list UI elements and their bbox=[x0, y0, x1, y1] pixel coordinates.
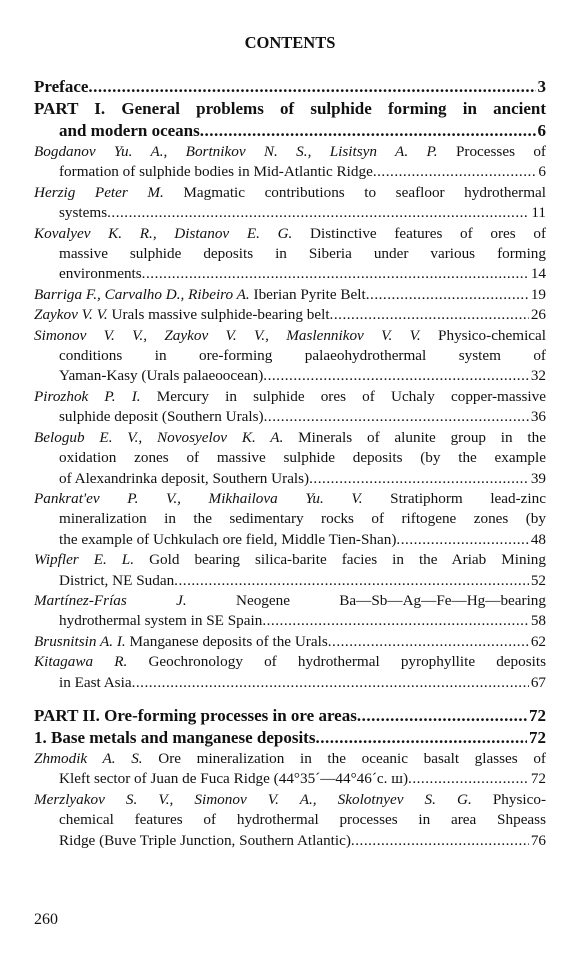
toc-line bbox=[34, 769, 546, 789]
toc-author: Barriga F., Carvalho D., Ribeiro A. bbox=[34, 285, 250, 303]
toc-author: Merzlyakov S. V., Simonov V. A., Skolotnyev S. G. bbox=[34, 790, 472, 808]
toc-title: environments bbox=[59, 265, 142, 283]
dot-leader bbox=[351, 831, 529, 851]
toc-line bbox=[34, 530, 546, 550]
toc-line bbox=[34, 264, 546, 284]
dot-leader bbox=[142, 264, 529, 284]
toc-entry[interactable] bbox=[34, 749, 546, 790]
toc-line bbox=[34, 611, 546, 631]
toc-title: PART I. General problems of sulphide forming in ancient bbox=[34, 99, 546, 118]
toc-line bbox=[34, 366, 546, 386]
toc-line bbox=[34, 652, 546, 672]
toc-line bbox=[34, 571, 546, 591]
toc-title: massive sulphide deposits in Siberia under various forming bbox=[59, 245, 546, 263]
toc-line bbox=[34, 326, 546, 346]
toc-line bbox=[34, 183, 546, 203]
toc-page-number: 52 bbox=[530, 571, 546, 589]
toc-author: Wipfler E. L. bbox=[34, 551, 135, 569]
toc-title: Stratiphorm lead-zinc bbox=[362, 489, 546, 507]
toc-entry[interactable] bbox=[34, 224, 546, 285]
toc-title: mineralization in the sedimentary rocks of riftogene zones (by bbox=[59, 510, 546, 528]
toc-page-number: 3 bbox=[537, 77, 546, 96]
toc-page-number: 36 bbox=[530, 408, 546, 426]
toc-line bbox=[34, 203, 546, 223]
toc-page-number: 11 bbox=[531, 204, 546, 222]
toc-title: conditions in ore-forming palaeohydrothermal system of bbox=[59, 347, 546, 365]
toc-entry[interactable] bbox=[34, 428, 546, 489]
toc-entry[interactable] bbox=[34, 285, 546, 305]
toc-entry[interactable] bbox=[34, 326, 546, 387]
toc-line bbox=[34, 428, 546, 448]
toc-title: Magmatic contributions to seafloor hydrothermal bbox=[163, 183, 546, 201]
table-of-contents bbox=[34, 76, 546, 851]
toc-entry[interactable] bbox=[34, 591, 546, 632]
toc-page-number: 72 bbox=[529, 705, 546, 725]
dot-leader bbox=[263, 366, 529, 386]
toc-line bbox=[34, 790, 546, 810]
toc-title: the example of Uchkulach ore field, Middle Tien-Shan) bbox=[59, 530, 397, 548]
toc-title: Mercury in sulphide ores of Uchaly copper-massive bbox=[140, 387, 546, 405]
toc-page-number: 62 bbox=[530, 632, 546, 650]
toc-title: District, NE Sudan bbox=[59, 571, 175, 589]
toc-line bbox=[34, 142, 546, 162]
toc-entry[interactable] bbox=[34, 387, 546, 428]
toc-title: Kleft sector of Juan de Fuca Ridge (44°35´—44°46´c. ш) bbox=[59, 770, 409, 788]
toc-title: hydrothermal system in SE Spain bbox=[59, 612, 263, 630]
toc-title: Neogene Ba—Sb—Ag—Fe—Hg—bearing bbox=[186, 591, 546, 609]
toc-title: systems bbox=[59, 204, 108, 222]
toc-line bbox=[34, 76, 546, 98]
page-number: 260 bbox=[34, 911, 58, 928]
section-gap bbox=[34, 693, 546, 705]
toc-line bbox=[34, 727, 546, 749]
toc-line bbox=[34, 407, 546, 427]
toc-entry[interactable] bbox=[34, 183, 546, 224]
toc-title: Minerals of alunite group in the bbox=[283, 428, 546, 446]
toc-title: Ore mineralization in the oceanic basalt glasses of bbox=[142, 749, 546, 767]
toc-line bbox=[34, 98, 546, 120]
toc-line bbox=[34, 810, 546, 830]
toc-title: chemical features of hydrothermal processes in area Shpeass bbox=[59, 811, 546, 829]
toc-part-heading[interactable] bbox=[34, 76, 546, 98]
toc-entry[interactable] bbox=[34, 550, 546, 591]
dot-leader bbox=[262, 611, 528, 631]
dot-leader bbox=[174, 571, 529, 591]
toc-author: Zaykov V. V. bbox=[34, 306, 108, 324]
toc-title: Iberian Pyrite Belt bbox=[249, 285, 366, 303]
dot-leader bbox=[264, 407, 529, 427]
toc-page-number: 14 bbox=[530, 265, 546, 283]
toc-page-number: 76 bbox=[530, 831, 546, 849]
toc-line bbox=[34, 224, 546, 244]
toc-part-heading[interactable] bbox=[34, 98, 546, 142]
toc-page-number: 39 bbox=[530, 469, 546, 487]
dot-leader bbox=[309, 469, 529, 489]
toc-part-heading[interactable] bbox=[34, 727, 546, 749]
toc-author: Simonov V. V., Zaykov V. V., Maslennikov V. V. bbox=[34, 326, 421, 344]
toc-title: sulphide deposit (Southern Urals) bbox=[59, 408, 264, 426]
toc-line bbox=[34, 346, 546, 366]
toc-page-number: 48 bbox=[530, 530, 546, 548]
toc-page-number: 26 bbox=[530, 306, 546, 324]
toc-title: of Alexandrinka deposit, Southern Urals) bbox=[59, 469, 310, 487]
dot-leader bbox=[315, 727, 527, 749]
page-title: CONTENTS bbox=[244, 33, 336, 52]
toc-line bbox=[34, 591, 546, 611]
toc-author: Pirozhok P. I. bbox=[34, 387, 141, 405]
toc-entry[interactable] bbox=[34, 652, 546, 693]
toc-line bbox=[34, 673, 546, 693]
toc-page-number: 6 bbox=[538, 163, 546, 181]
toc-title: Yaman-Kasy (Urals palaeoocean) bbox=[59, 367, 264, 385]
toc-author: Kovalyev K. R., Distanov E. G. bbox=[34, 224, 293, 242]
toc-line bbox=[34, 244, 546, 264]
toc-author: Kitagawa R. bbox=[34, 653, 128, 671]
toc-title: Physico- bbox=[471, 790, 547, 808]
toc-author: Bogdanov Yu. A., Bortnikov N. S., Lisitsyn A. P. bbox=[34, 143, 438, 160]
dot-leader bbox=[408, 769, 529, 789]
toc-page-number: 19 bbox=[530, 285, 546, 303]
dot-leader bbox=[357, 705, 527, 727]
dot-leader bbox=[366, 285, 529, 305]
dot-leader bbox=[330, 305, 529, 325]
toc-title: Urals massive sulphide-bearing belt bbox=[107, 306, 330, 324]
toc-line bbox=[34, 749, 546, 769]
dot-leader bbox=[328, 632, 529, 652]
toc-line bbox=[34, 387, 546, 407]
toc-line bbox=[34, 120, 546, 142]
toc-page-number: 72 bbox=[529, 727, 546, 747]
toc-page-number: 32 bbox=[530, 367, 546, 385]
toc-entry[interactable] bbox=[34, 142, 546, 183]
toc-title: Preface bbox=[34, 77, 89, 96]
toc-title: and modern oceans bbox=[59, 121, 200, 140]
toc-title: Geochronology of hydrothermal pyrophyllite deposits bbox=[127, 653, 546, 671]
toc-title: Ridge (Buve Triple Junction, Southern Atlantic) bbox=[59, 831, 351, 849]
toc-title: Processes of bbox=[437, 143, 546, 160]
toc-line bbox=[34, 469, 546, 489]
toc-author: Belogub E. V., Novosyelov K. A. bbox=[34, 428, 284, 446]
toc-title: Distinctive features of ores of bbox=[292, 224, 547, 242]
toc-author: Zhmodik A. S. bbox=[34, 749, 143, 767]
dot-leader bbox=[396, 530, 528, 550]
toc-line bbox=[34, 550, 546, 570]
toc-entry[interactable] bbox=[34, 305, 546, 325]
dot-leader bbox=[373, 162, 537, 182]
toc-page-number: 58 bbox=[530, 612, 546, 630]
toc-title: Gold bearing silica-barite facies in the Ariab Mining bbox=[134, 551, 546, 569]
toc-entry[interactable] bbox=[34, 489, 546, 550]
toc-page-number: 72 bbox=[530, 770, 546, 788]
toc-page-number: 6 bbox=[537, 121, 546, 140]
toc-title: formation of sulphide bodies in Mid-Atlantic Ridge bbox=[59, 163, 373, 181]
toc-line bbox=[34, 705, 546, 727]
toc-title: 1. Base metals and manganese deposits bbox=[34, 727, 316, 747]
dot-leader bbox=[107, 203, 529, 223]
toc-author: Brusnitsin A. I. bbox=[34, 632, 126, 650]
toc-line bbox=[34, 162, 546, 182]
toc-entry[interactable] bbox=[34, 790, 546, 851]
toc-title: in East Asia bbox=[59, 673, 132, 691]
toc-title: oxidation zones of massive sulphide deposits (by the example bbox=[59, 449, 546, 467]
toc-author: Martínez-Frías J. bbox=[34, 591, 187, 609]
dot-leader bbox=[200, 120, 536, 142]
toc-entry[interactable] bbox=[34, 632, 546, 652]
dot-leader bbox=[88, 76, 535, 98]
toc-author: Herzig Peter M. bbox=[34, 183, 164, 201]
toc-title: Manganese deposits of the Urals bbox=[125, 632, 328, 650]
toc-title: PART II. Ore-forming processes in ore areas bbox=[34, 705, 357, 725]
toc-author: Pankrat'ev P. V., Mikhailova Yu. V. bbox=[34, 489, 363, 507]
toc-title: Physico-chemical bbox=[420, 326, 547, 344]
toc-part-heading[interactable] bbox=[34, 705, 546, 727]
toc-line bbox=[34, 632, 546, 652]
toc-line bbox=[34, 831, 546, 851]
toc-line bbox=[34, 448, 546, 468]
toc-line bbox=[34, 489, 546, 509]
toc-line bbox=[34, 285, 546, 305]
dot-leader bbox=[132, 673, 529, 693]
toc-line bbox=[34, 305, 546, 325]
toc-line bbox=[34, 509, 546, 529]
toc-page-number: 67 bbox=[530, 673, 546, 691]
